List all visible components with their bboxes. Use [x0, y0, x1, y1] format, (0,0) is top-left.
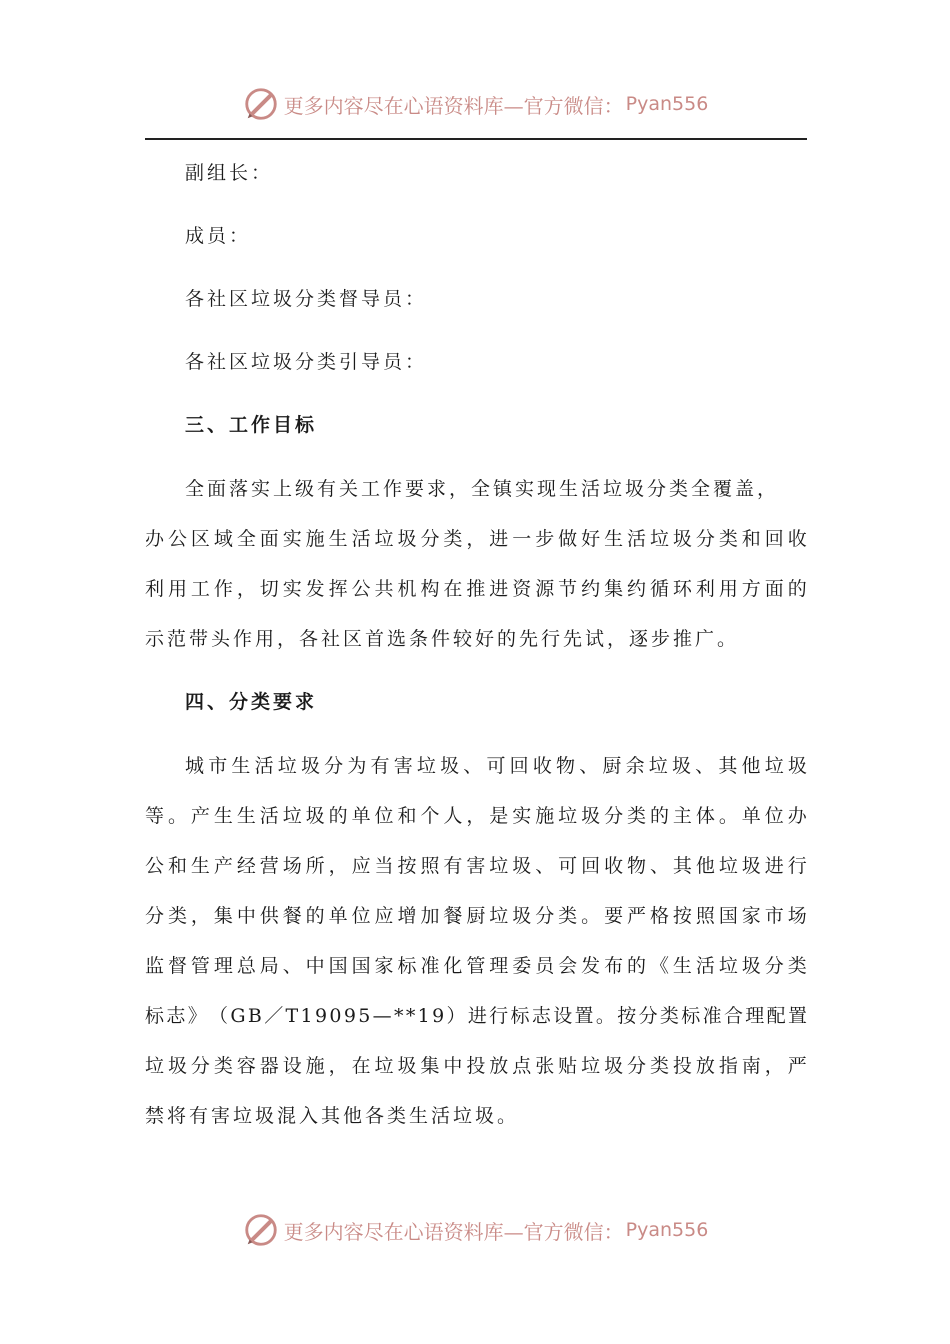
dudao-line: 各社区垃圾分类督导员：	[185, 288, 428, 310]
paragraph-line: 垃 圾 分 类 容 器 设 施 ， 在 垃 圾 集 中 投 放 点 张 贴 垃 圾 分 类 投 放 指 南 ， 严	[145, 1055, 807, 1077]
fuzuzhang-line: 副组长：	[185, 162, 274, 184]
header-divider	[145, 138, 807, 140]
paragraph-line: 公 和 生 产 经 营 场 所 ， 应 当 按 照 有 害 垃 圾 、 可 回 收 物 、 其 他 垃 圾 进 行	[145, 855, 807, 877]
section-3-heading: 三、工作目标	[185, 414, 318, 436]
section-4-heading: 四、分类要求	[185, 691, 318, 713]
chengyuan-line: 成员：	[185, 225, 252, 247]
paragraph-line: 示范带头作用，各社区首选条件较好的先行先试，逐步推广。	[145, 628, 740, 650]
paragraph-line: 利 用 工 作 ， 切 实 发 挥 公 共 机 构 在 推 进 资 源 节 约 集 约 循 环 利 用 方 面 的	[145, 578, 807, 600]
paragraph-line: 标 志 》 （ G B ／ T 1 9 0 9 5 — * * 1 9 ） 进 行 标 志 设 置 。 按 分 类 标 准 合 理 配 置	[145, 1005, 807, 1027]
document-body	[145, 150, 807, 1131]
section-3-paragraph	[145, 474, 807, 654]
pen-logo-icon	[242, 1211, 280, 1249]
footer-banner	[0, 1208, 950, 1252]
paragraph-line: 等 。 产 生 生 活 垃 圾 的 单 位 和 个 人 ， 是 实 施 垃 圾 分 类 的 主 体 。 单 位 办	[145, 805, 807, 827]
paragraph-line: 禁将有害垃圾混入其他各类生活垃圾。	[145, 1105, 520, 1127]
banner-text: 更多内容尽在心语资料库—官方微信：	[283, 1219, 624, 1244]
paragraph-line: 办 公 区 域 全 面 实 施 生 活 垃 圾 分 类 ， 进 一 步 做 好 生 活 垃 圾 分 类 和 回 收	[145, 528, 807, 550]
banner-wechat-id: Pyan556	[625, 93, 709, 115]
banner-text: 更多内容尽在心语资料库—官方微信：	[283, 93, 624, 118]
yindao-line: 各社区垃圾分类引导员：	[185, 351, 428, 373]
paragraph-line: 城 市 生 活 垃 圾 分 为 有 害 垃 圾 、 可 回 收 物 、 厨 余 垃 圾 、 其 他 垃 圾	[185, 755, 807, 777]
paragraph-line: 分 类 ， 集 中 供 餐 的 单 位 应 增 加 餐 厨 垃 圾 分 类 。 要 严 格 按 照 国 家 市 场	[145, 905, 807, 927]
pen-logo-icon	[242, 85, 280, 123]
header-banner	[0, 82, 950, 126]
banner-wechat-id: Pyan556	[625, 1219, 709, 1241]
paragraph-line: 全面落实上级有关工作要求，全镇实现生活垃圾分类全覆盖，	[185, 478, 780, 500]
section-4-paragraph	[145, 751, 807, 1131]
paragraph-line: 监 督 管 理 总 局 、 中 国 国 家 标 准 化 管 理 委 员 会 发 布 的 《 生 活 垃 圾 分 类	[145, 955, 807, 977]
